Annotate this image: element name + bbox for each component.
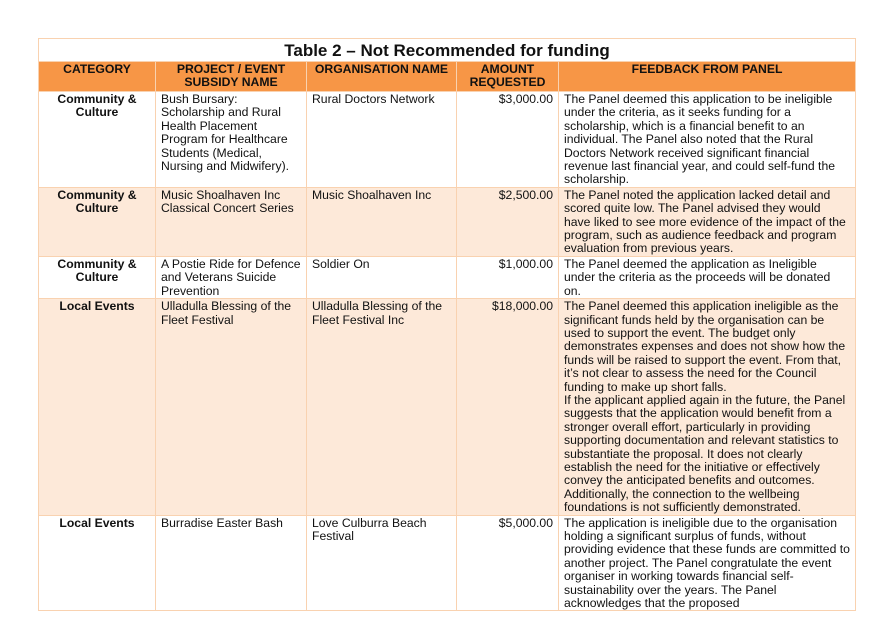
feedback-paragraph: The application is ineligible due to the organisation holding a significant surplus of funds, without providing evidence that these funds are committed to another project. The Panel congratulate the event organiser in working towards financial self-sustainability over the years. The Panel acknowledges that the proposed bbox=[564, 515, 850, 611]
table-row bbox=[39, 256, 856, 298]
feedback-cell bbox=[559, 299, 856, 516]
feedback-cell bbox=[559, 92, 856, 188]
title-row bbox=[39, 39, 856, 62]
feedback-cell bbox=[559, 187, 856, 256]
amount-cell: $2,500.00 bbox=[457, 187, 559, 256]
feedback-paragraph: The Panel deemed this application ineligible as the significant funds held by the organisation can be used to support the event. The budget only demonstrates expenses and does not show how the funds will be raised to support the event. From that, it’s not clear to assess the need for the Council funding to make up short falls. bbox=[564, 299, 846, 394]
feedback-paragraph: The Panel deemed the application as Ineligible under the criteria as the proceeds will be donated on. bbox=[564, 256, 831, 298]
organisation-cell: Rural Doctors Network bbox=[307, 92, 457, 188]
project-cell: Ulladulla Blessing of the Fleet Festival bbox=[156, 299, 307, 516]
category-cell: Community & Culture bbox=[39, 256, 156, 298]
category-cell: Community & Culture bbox=[39, 92, 156, 188]
header-category: CATEGORY bbox=[39, 62, 156, 92]
category-cell: Community & Culture bbox=[39, 187, 156, 256]
project-cell: Bush Bursary: Scholarship and Rural Health Placement Program for Healthcare Students (Medical, Nursing and Midwifery). bbox=[156, 92, 307, 188]
feedback-paragraph: The Panel deemed this application to be ineligible under the criteria, as it seeks funding for a scholarship, which is a financial benefit to an individual. The Panel also noted that the Rural Doctors Network received significant financial revenue last financial year, and could self-fund the scholarship. bbox=[564, 92, 836, 187]
table-title: Table 2 – Not Recommended for funding bbox=[39, 39, 856, 62]
header-organisation: ORGANISATION NAME bbox=[307, 62, 457, 92]
table-row bbox=[39, 515, 856, 611]
project-cell: Music Shoalhaven Inc Classical Concert Series bbox=[156, 187, 307, 256]
not-recommended-table bbox=[38, 38, 856, 611]
amount-cell: $3,000.00 bbox=[457, 92, 559, 188]
category-cell: Local Events bbox=[39, 299, 156, 516]
organisation-cell: Soldier On bbox=[307, 256, 457, 298]
organisation-cell: Music Shoalhaven Inc bbox=[307, 187, 457, 256]
feedback-cell bbox=[559, 256, 856, 298]
project-cell: Burradise Easter Bash bbox=[156, 515, 307, 611]
table-row bbox=[39, 92, 856, 188]
project-cell: A Postie Ride for Defence and Veterans Suicide Prevention bbox=[156, 256, 307, 298]
table-row bbox=[39, 299, 856, 516]
amount-cell: $1,000.00 bbox=[457, 256, 559, 298]
header-row bbox=[39, 62, 856, 92]
header-amount: AMOUNT REQUESTED bbox=[457, 62, 559, 92]
amount-cell: $18,000.00 bbox=[457, 299, 559, 516]
feedback-paragraph: If the applicant applied again in the future, the Panel suggests that the application would benefit from a stronger overall effort, particularly in providing supporting documentation and relevant statistics to substantiate the proposal. It does not clearly establish the need for the initiative or effectively convey the anticipated benefits and outcomes. Additionally, the connection to the wellbeing foundations is not sufficiently demonstrated. bbox=[564, 392, 846, 515]
table-row bbox=[39, 187, 856, 256]
amount-cell: $5,000.00 bbox=[457, 515, 559, 611]
feedback-paragraph: The Panel noted the application lacked detail and scored quite low. The Panel advised they would have liked to see more evidence of the impact of the program, such as audience feedback and program evaluation from previous years. bbox=[564, 187, 846, 256]
feedback-cell bbox=[559, 515, 856, 611]
organisation-cell: Love Culburra Beach Festival bbox=[307, 515, 457, 611]
header-feedback: FEEDBACK FROM PANEL bbox=[559, 62, 856, 92]
organisation-cell: Ulladulla Blessing of the Fleet Festival Inc bbox=[307, 299, 457, 516]
header-project: PROJECT / EVENT SUBSIDY NAME bbox=[156, 62, 307, 92]
category-cell: Local Events bbox=[39, 515, 156, 611]
